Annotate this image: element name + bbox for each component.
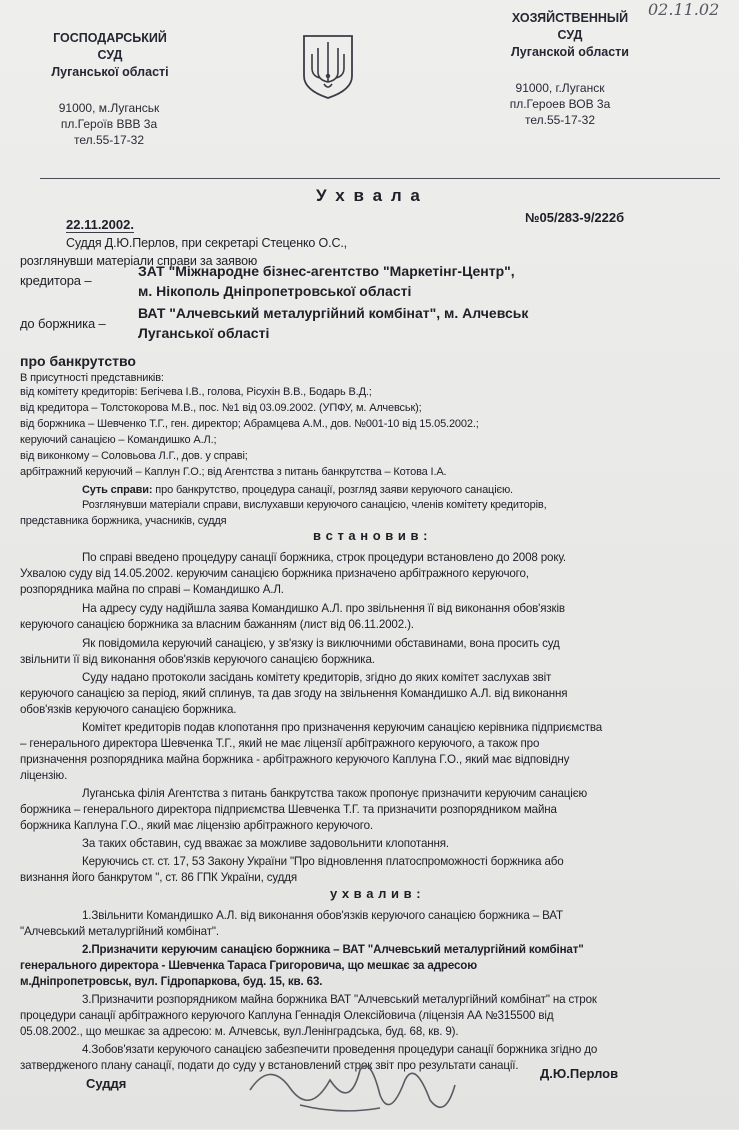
presence-line: В присутності представників:: [20, 372, 164, 384]
document-title: У х в а л а: [316, 186, 422, 205]
presence-line: від виконкому – Соловьова Л.Г., дов. у справі;: [20, 450, 248, 462]
signature-name: Д.Ю.Перлов: [540, 1066, 619, 1081]
body-line: керуючого санацією за період, який сплинув, та дав згоду на звільнення Командишко А.Л. від виконання: [20, 687, 568, 700]
considered-line-2: представника боржника, учасників, суддя: [20, 515, 227, 527]
address-phone-ua: тел.55-17-32: [73, 133, 144, 147]
body-line: За таких обставин, суд вважає за можливе задовольнити клопотання.: [82, 837, 449, 850]
court-word-ua: СУД: [97, 48, 123, 62]
address-street-ua: пл.Героїв ВВВ 3а: [60, 117, 158, 131]
address-phone-ru: тел.55-17-32: [524, 113, 595, 127]
ruling-line: "Алчевський металургійний комбінат".: [20, 925, 219, 938]
court-region-ua: Луганської області: [51, 65, 169, 79]
creditor-line-2: м. Нікополь Дніпропетровської області: [138, 283, 412, 299]
signature-label: Суддя: [86, 1076, 127, 1091]
header-right-court: [470, 10, 670, 61]
ruling-line: 1.Звільнити Командишко А.Л. від виконання обов'язків керуючого санацією боржника – ВАТ: [82, 909, 563, 922]
address-street-ru: пл.Героев ВОВ 3а: [509, 97, 611, 111]
ruling-line: затвердженого плану санації, подати до суду у встановлений строк звіт про результати санації.: [20, 1059, 519, 1072]
ruling-line: 4.Зобов'язати керуючого санацією забезпечити проведення процедури санації боржника згідно до: [82, 1043, 598, 1056]
body-line: Керуючись ст. ст. 17, 53 Закону України "Про відновлення платоспроможності боржника або: [82, 855, 564, 868]
considered-line-1: Розглянувши матеріали справи, вислухавши керуючого санацією, членів комітету кредиторів,: [82, 499, 547, 511]
debtor-line-2: Луганської області: [138, 325, 270, 341]
document-subject: про банкрутство: [20, 353, 136, 369]
presence-line: від кредитора – Толстокорова М.В., пос. №1 від 03.09.2002. (УПФУ, м. Алчевськ);: [20, 402, 422, 414]
body-line: обов'язків керуючого санацією боржника.: [20, 703, 237, 716]
body-line: боржника Каплуна Г.О., який має ліцензію арбітражного керуючого.: [20, 819, 373, 832]
ruled-heading: у х в а л и в :: [330, 886, 422, 901]
header-left-address: [4, 100, 214, 148]
body-line: Суду надано протоколи засідань комітету кредиторів, згідно до яких комітет заслухав звіт: [82, 671, 552, 684]
creditor-line-1: ЗАТ "Міжнародне бізнес-агентство "Маркетінг-Центр",: [138, 263, 515, 279]
case-number: №05/283-9/222б: [525, 210, 625, 225]
intro-line-2: розглянувши матеріали справи за заявою: [20, 254, 258, 268]
body-line: Луганська філія Агентства з питань банкрутства також пропонує призначити керуючим санацією: [82, 787, 588, 800]
trident-emblem-icon: [300, 32, 356, 100]
body-line: На адресу суду надійшла заява Командишко А.Л. про звільнення її від виконання обов'язків: [82, 602, 565, 615]
address-city-ru: 91000, г.Луганск: [515, 81, 605, 95]
header-right-address: [455, 80, 665, 128]
court-name-ru: ХОЗЯЙСТВЕННЫЙ: [511, 11, 629, 25]
body-line: визнання його банкрутом ", ст. 86 ГПК України, суддя: [20, 871, 297, 884]
debtor-label: до боржника –: [20, 316, 106, 331]
essence-text: про банкрутство, процедура санації, розгляд заяви керуючого санацією.: [155, 484, 513, 496]
ruling-line: 2.Призначити керуючим санацією боржника – ВАТ "Алчевський металургійний комбінат": [82, 943, 584, 956]
document-date: 22.11.2002.: [66, 217, 134, 232]
essence-label: Суть справи:: [82, 484, 153, 496]
body-line: Як повідомила керуючий санацією, у зв'язку із виключними обставинами, вона просить суд: [82, 637, 560, 650]
ruling-line: генерального директора - Шевченка Тараса Григоровича, що мешкає за адресою: [20, 959, 477, 972]
header-divider: [40, 178, 720, 179]
essence-line: [82, 482, 513, 498]
body-line: – генерального директора Шевченка Т.Г., який не має ліцензії арбітражного керуючого, а також про: [20, 737, 540, 750]
body-line: ліцензію.: [20, 769, 68, 782]
body-line: По справі введено процедуру санації боржника, строк процедури встановлено до 2008 року.: [82, 551, 566, 564]
creditor-label: кредитора –: [20, 273, 92, 288]
body-line: керуючого санацією боржника за власним бажанням (лист від 06.11.2002.).: [20, 618, 414, 631]
ruling-line: м.Дніпропетровськ, вул. Гідропаркова, буд. 15, кв. 63.: [20, 975, 323, 988]
header-left-court: [10, 30, 210, 81]
court-word-ru: СУД: [557, 28, 583, 42]
body-line: звільнити її від виконання обов'язків керуючого санацією боржника.: [20, 653, 375, 666]
address-city-ua: 91000, м.Луганськ: [58, 101, 160, 115]
presence-line: керуючий санацією – Командишко А.Л.;: [20, 434, 217, 446]
ruling-line: процедури санації арбітражного керуючого Каплуна Геннадія Олексійовича (ліцензія АА №315500 від: [20, 1009, 554, 1022]
debtor-line-1: ВАТ "Алчевський металургійний комбінат", м. Алчевськ: [138, 305, 529, 321]
established-heading: в с т а н о в и в :: [313, 528, 428, 543]
presence-line: від комітету кредиторів: Бегічева І.В., голова, Рісухін В.В., Бодарь В.Д.;: [20, 386, 372, 398]
body-line: боржника – генерального директора підприємства Шевченка Т.Г. та призначити розпорядником майна: [20, 803, 557, 816]
intro-line-1: Суддя Д.Ю.Перлов, при секретарі Стеценко О.С.,: [66, 236, 347, 250]
ruling-line: 05.08.2002., що мешкає за адресою: м. Алчевськ, вул.Ленінградська, буд. 68, кв. 9).: [20, 1025, 459, 1038]
presence-line: арбітражний керуючий – Каплун Г.О.; від Агентства з питань банкрутства – Котова І.А.: [20, 466, 447, 478]
body-line: Ухвалою суду від 14.05.2002. керуючим санацією боржника призначено арбітражного керуючого,: [20, 567, 529, 580]
body-line: Комітет кредиторів подав клопотання про призначення керуючим санацією керівника підприємства: [82, 721, 603, 734]
court-name-ua: ГОСПОДАРСЬКИЙ: [53, 31, 167, 45]
corner-handwritten-note: 02.11.02: [648, 0, 720, 19]
body-line: розпорядника майна по справі – Командишко А.Л.: [20, 583, 284, 596]
ruling-line: 3.Призначити розпорядником майна боржника ВАТ "Алчевський металургійний комбінат" на строк: [82, 993, 597, 1006]
body-line: призначення розпорядника майна боржника - арбітражного керуючого Каплуна Г.О., який має відповідну: [20, 753, 570, 766]
court-region-ru: Луганской области: [511, 45, 629, 59]
handwritten-signature: [240, 1050, 500, 1125]
presence-line: від боржника – Шевченко Т.Г., ген. директор; Абрамцева А.М., дов. №001-10 від 15.05.2002.;: [20, 418, 479, 430]
